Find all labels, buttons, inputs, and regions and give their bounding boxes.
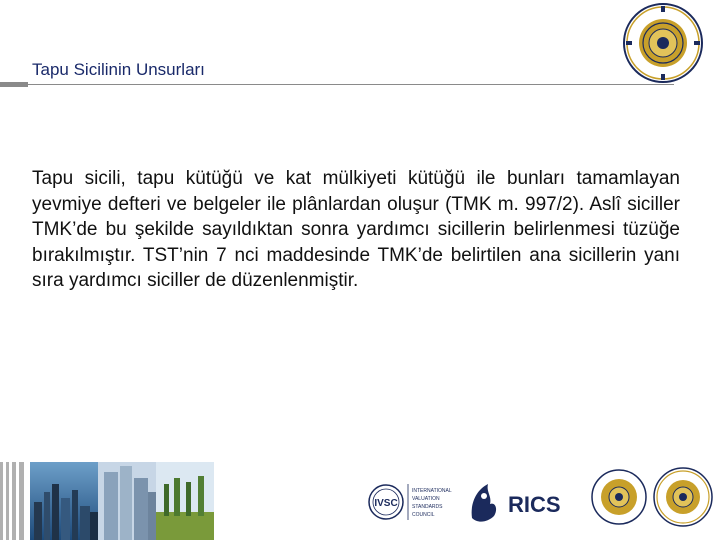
footer-seal-2 — [652, 466, 714, 528]
ivsc-logo — [366, 472, 460, 532]
office-towers-photo — [98, 462, 156, 540]
slide-title: Tapu Sicilinin Unsurları — [32, 60, 205, 79]
footer-seal-1 — [590, 468, 648, 526]
green-landscape-photo — [156, 462, 214, 540]
ivsc-mark: IVSC — [374, 498, 398, 509]
ivsc-text-1: INTERNATIONAL — [412, 488, 452, 494]
title-divider — [28, 84, 674, 85]
ivsc-text-3: STANDARDS — [412, 504, 443, 510]
ivsc-text-2: VALUATION — [412, 496, 440, 502]
city-skyline-photo — [30, 462, 98, 540]
footer-banner — [0, 462, 720, 540]
rics-logo — [466, 474, 578, 530]
ankara-universitesi-seal-logo — [622, 2, 704, 84]
ivsc-text-4: COUNCIL — [412, 512, 435, 518]
rics-wordmark: RICS — [508, 492, 561, 517]
title-rule-accent — [0, 82, 28, 87]
body-paragraph: Tapu sicili, tapu kütüğü ve kat mülkiyeti kütüğü ile bunları tamamlayan yevmiye defteri ve belgeler ile plânlardan oluşur (TMK m. 997/2). Aslî siciller TMK’de bu şekilde sayıldıktan sonra yardımcı sicillerin belirlenmesi tüzüğe bırakılmıştır. TST’nin 7 nci maddesinde TMK’de belirtilen ana sicillerin yanı sıra yardımcı siciller de düzenlenmiştir. — [32, 168, 680, 291]
footer-stripes — [0, 462, 26, 540]
